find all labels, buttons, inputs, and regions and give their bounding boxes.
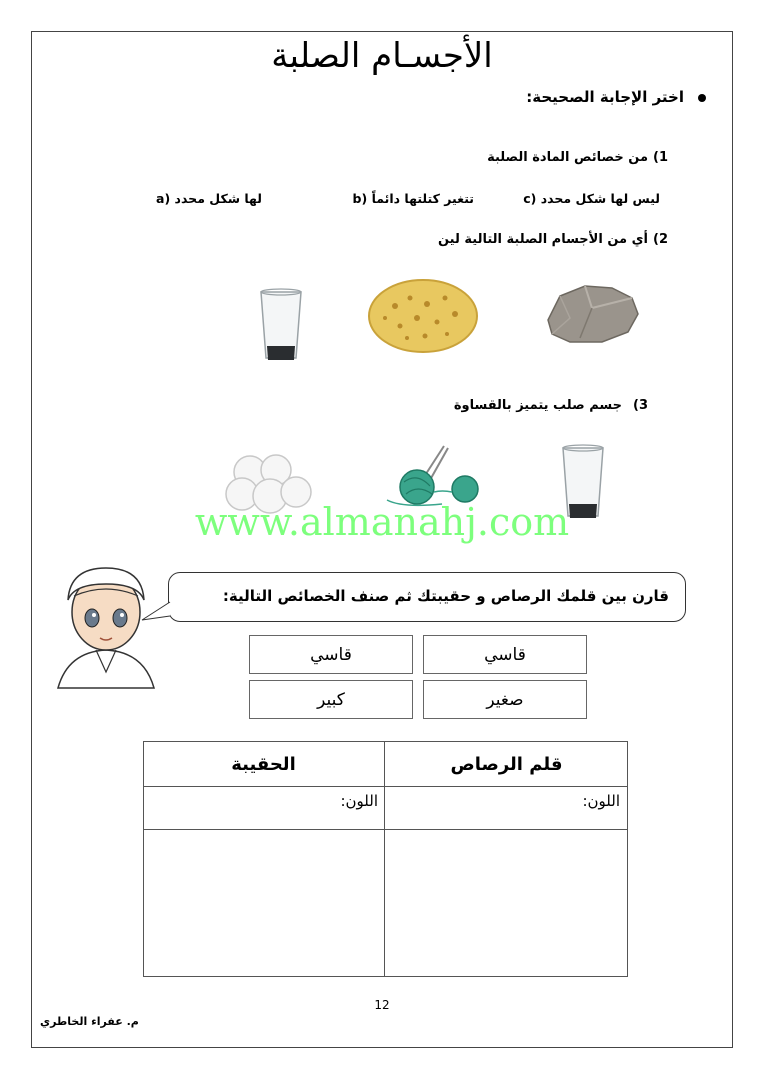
- author-name: م. عفراء الخاطري: [40, 1015, 139, 1028]
- instruction: اختر الإجابة الصحيحة:: [526, 88, 706, 106]
- q1-option-b[interactable]: تتغير كتلتها دائماً (b: [352, 191, 474, 206]
- q1-option-c[interactable]: ليس لها شكل محدد (c: [523, 191, 660, 206]
- speech-bubble: [168, 572, 686, 622]
- property-card-hard-1[interactable]: قاسي: [423, 635, 587, 674]
- sponge-image[interactable]: [365, 276, 481, 356]
- bubble-tail: [140, 600, 172, 630]
- q1-option-a[interactable]: لها شكل محدد (a: [156, 191, 262, 206]
- q3-text: جسم صلب يتميز بالقساوة: [453, 398, 622, 413]
- bag-properties-cell[interactable]: [143, 830, 384, 977]
- pencil-properties-cell[interactable]: [385, 830, 628, 977]
- property-card-large[interactable]: كبير: [249, 680, 413, 719]
- pencil-color-field[interactable]: اللون:: [582, 792, 620, 810]
- rock-image[interactable]: [540, 278, 642, 348]
- page-number: 12: [374, 998, 390, 1012]
- q2-number: 2): [653, 232, 668, 247]
- table-divider-header: [143, 786, 628, 787]
- compare-prompt: قارن بين قلمك الرصاص و حقيبتك ثم صنف الخصائص التالية:: [222, 587, 669, 605]
- glass-image-q2[interactable]: [256, 288, 306, 366]
- q1-text: من خصائص المادة الصلبة: [487, 150, 648, 165]
- q1-number: 1): [653, 150, 668, 165]
- property-card-hard-2[interactable]: قاسي: [249, 635, 413, 674]
- page-title: الأجسـام الصلبة: [271, 36, 493, 76]
- q2-text: أي من الأجسام الصلبة التالية لين: [437, 232, 648, 247]
- table-header-pencil: قلم الرصاص: [450, 754, 563, 775]
- property-card-small[interactable]: صغير: [423, 680, 587, 719]
- q3-number: 3): [633, 398, 648, 413]
- bag-color-field[interactable]: اللون:: [340, 792, 378, 810]
- watermark: www.almanahj.com: [194, 500, 570, 544]
- table-header-bag: الحقيبة: [231, 754, 296, 775]
- bullet-icon: [698, 94, 706, 102]
